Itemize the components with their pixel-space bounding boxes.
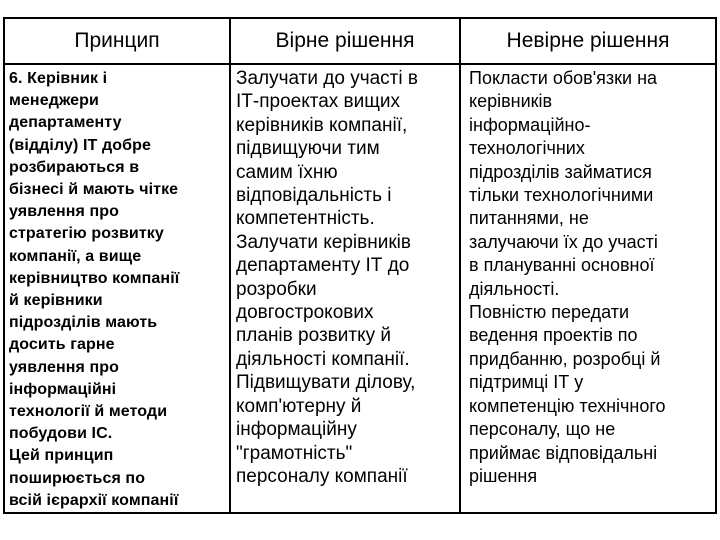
table-row [4,64,716,513]
correct-solution-cell [230,64,460,513]
header-wrong-solution: Невірне рішення [460,18,716,64]
table-header-row [4,18,716,64]
principle-table [3,17,717,514]
correct-solution-text: Залучати до участі в ІТ-проектах вищих керівників компанії, підвищуючи тим самим їхню відповідальність і компетентність. Залучати керівників департаменту ІТ до розробки довгострокових планів розвитку й діяльності компанії. Підвищувати ділову, комп'ютерну й інформаційну "грамотність" персоналу компанії [236,68,418,487]
header-principle: Принцип [4,18,230,64]
principle-text: 6. Керівник і менеджери департаменту (відділу) ІТ добре розбираються в бізнесі й мають чітке уявлення про стратегію розвитку компанії, а вище керівництво компанії й керівники підрозділів мають досить гарне уявлення про інформаційні технології й методи побудови ІС. Цей принцип поширюється по всій ієрархії компанії [9,70,180,509]
wrong-solution-cell [460,64,716,513]
wrong-solution-text: Покласти обов'язки на керівників інформаційно- технологічних підрозділів займатися тільки технологічними питаннями, не залучаючи їх до участі в плануванні основної діяльності. Повністю передати ведення проектів по придбанню, розробці й підтримці ІТ у компетенцію технічного персоналу, що не приймає відповідальні рішення [469,68,666,486]
principle-cell [4,64,230,513]
header-correct-solution: Вірне рішення [230,18,460,64]
